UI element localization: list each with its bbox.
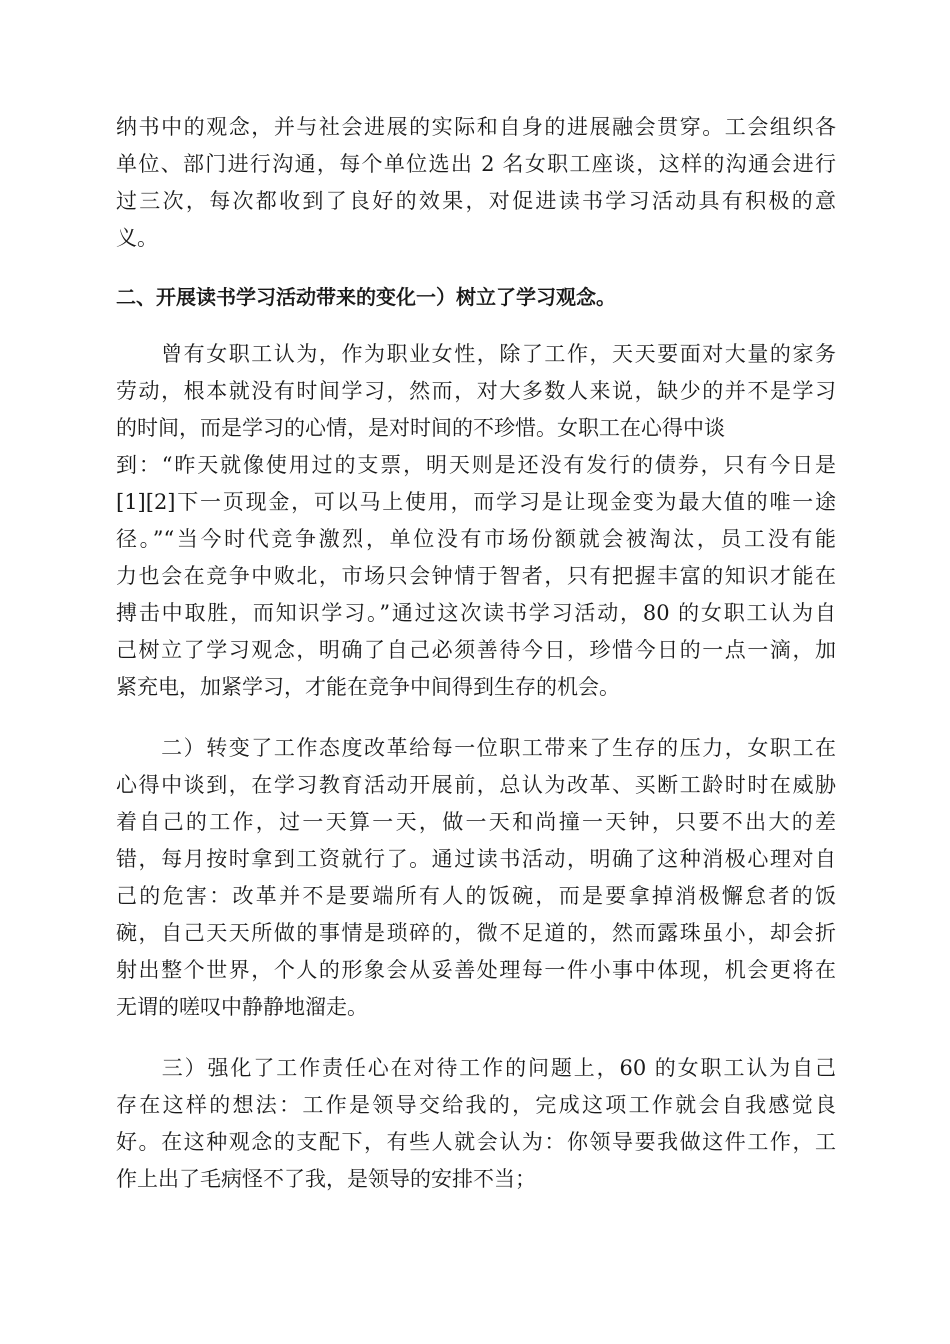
text-line: 己树立了学习观念，明确了自己必须善待今日，珍惜今日的一点一滴，加 (116, 638, 836, 662)
text-line: 作上出了毛病怪不了我，是领导的安排不当； (116, 1167, 536, 1191)
text-line: 劳动，根本就没有时间学习，然而，对大多数人来说，缺少的并不是学习 (116, 379, 836, 403)
text-line: 到：“昨天就像使用过的支票，明天则是还没有发行的债券，只有今日是 (116, 453, 836, 477)
text-line: 过三次，每次都收到了良好的效果，对促进读书学习活动具有积极的意 (116, 189, 836, 213)
text-line: 曾有女职工认为，作为职业女性，除了工作，天天要面对大量的家务 (116, 342, 836, 366)
text-line: 己的危害：改革并不是要端所有人的饭碗，而是要拿掉消极懈怠者的饭 (116, 884, 836, 908)
section-heading (116, 279, 836, 316)
text-line: 好。在这种观念的支配下，有些人就会认为：你领导要我做这件工作，工 (116, 1130, 836, 1154)
text-line: 碗，自己天天所做的事情是琐碎的，微不足道的，然而露珠虽小，却会折 (116, 921, 836, 945)
text-line: 无谓的嗟叹中静静地溜走。 (116, 995, 368, 1019)
text-line: 射出整个世界，个人的形象会从妥善处理每一件小事中体现，机会更将在 (116, 958, 836, 982)
text-line: 力也会在竞争中败北，市场只会钟情于智者，只有把握丰富的知识才能在 (116, 564, 836, 588)
text-line: 纳书中的观念，并与社会进展的实际和自身的进展融会贯穿。工会组织各 (116, 115, 836, 139)
text-line: [1][2]下一页现金，可以马上使用，而学习是让现金变为最大值的唯一途 (116, 490, 836, 514)
text-line: 存在这样的想法：工作是领导交给我的，完成这项工作就会自我感觉良 (116, 1093, 836, 1117)
paragraph-work-attitude (116, 730, 836, 1026)
text-line: 单位、部门进行沟通，每个单位选出 2 名女职工座谈，这样的沟通会进行 (116, 152, 836, 176)
text-line: 径。”“当今时代竞争激烈，单位没有市场份额就会被淘汰，员工没有能 (116, 527, 836, 551)
text-line: 搏击中取胜，而知识学习。”通过这次读书学习活动，80 的女职工认为自 (116, 601, 836, 625)
text-line: 紧充电，加紧学习，才能在竞争中间得到生存的机会。 (116, 675, 620, 699)
paragraph-responsibility (116, 1050, 836, 1198)
text-line: 着自己的工作，过一天算一天，做一天和尚撞一天钟，只要不出大的差 (116, 810, 836, 834)
text-line: 二）转变了工作态度改革给每一位职工带来了生存的压力，女职工在 (116, 736, 836, 760)
paragraph-continuation (116, 109, 836, 257)
text-line: 错，每月按时拿到工资就行了。通过读书活动，明确了这种消极心理对自 (116, 847, 836, 871)
text-line: 心得中谈到，在学习教育活动开展前，总认为改革、买断工龄时时在威胁 (116, 773, 836, 797)
text-line: 的时间，而是学习的心情，是对时间的不珍惜。女职工在心得中谈 (116, 416, 725, 440)
heading-text: 二、开展读书学习活动带来的变化一）树立了学习观念。 (116, 285, 616, 309)
text-line: 义。 (116, 226, 158, 250)
paragraph-learning-concept (116, 336, 836, 706)
text-line: 三）强化了工作责任心在对待工作的问题上，60 的女职工认为自己 (116, 1056, 836, 1080)
